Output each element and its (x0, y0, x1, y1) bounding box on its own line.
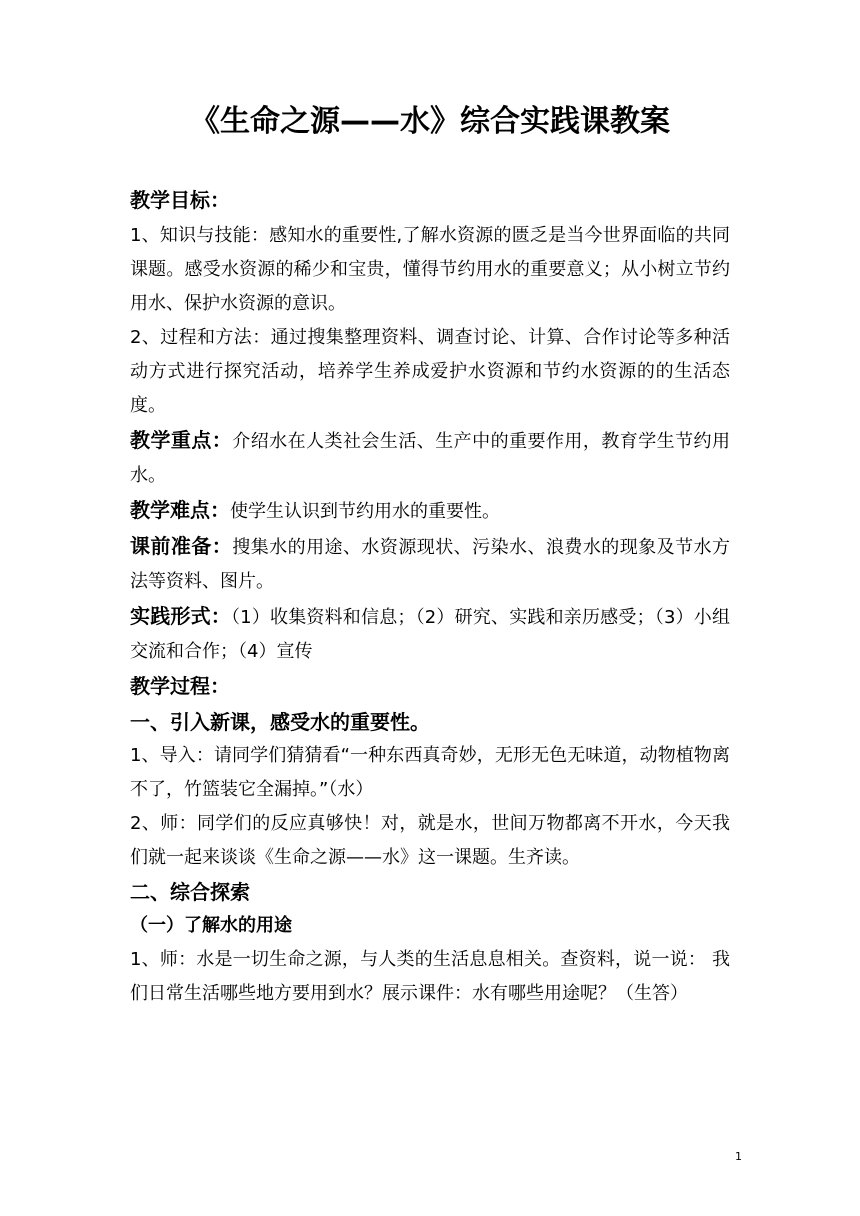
process-heading: 教学过程： (130, 674, 230, 698)
key-point-label: 教学重点： (130, 428, 233, 452)
practice-form (130, 599, 730, 669)
section-2-paragraph-1: 1、师：水是一切生命之源，与人类的生活息息相关。查资料，说一说： 我们日常生活哪些地方要用到水？展示课件：水有哪些用途呢？（生答） (130, 949, 730, 1004)
key-point (130, 423, 730, 493)
section-1-heading: 一、引入新课，感受水的重要性。 (130, 710, 430, 734)
document-title: 《生命之源——水》综合实践课教案 (190, 104, 670, 139)
section-2-heading: 二、综合探索 (130, 880, 250, 904)
subsection-1-heading: （一）了解水的用途 (130, 915, 292, 936)
practice-form-text: （1）收集资料和信息；（2）研究、实践和亲历感受；（3）小组交流和合作；（4）宣传 (130, 607, 731, 662)
page-number: 1 (735, 1150, 742, 1163)
objectives-heading: 教学目标： (130, 188, 230, 212)
section-1-paragraph-1: 1、导入：请同学们猜猜看“一种东西真奇妙，无形无色无味道，动物植物离不了，竹篮装它全漏掉。”（水） (130, 745, 730, 800)
document-body (130, 183, 730, 1011)
preparation (130, 529, 730, 599)
key-point-text: 介绍水在人类社会生活、生产中的重要作用，教育学生节约用水。 (130, 431, 731, 486)
preparation-label: 课前准备： (130, 534, 233, 558)
objective-1: 1、知识与技能：感知水的重要性,了解水资源的匮乏是当今世界面临的共同课题。感受水资源的稀少和宝贵，懂得节约用水的重要意义；从小树立节约用水、保护水资源的意识。 (130, 225, 730, 314)
section-1-paragraph-2: 2、师：同学们的反应真够快！对，就是水，世间万物都离不开水，今天我们就一起来谈谈《生命之源——水》这一课题。生齐读。 (130, 813, 730, 868)
difficulty (130, 493, 730, 529)
difficulty-text: 使学生认识到节约用水的重要性。 (230, 501, 500, 522)
practice-form-label: 实践形式： (130, 604, 231, 628)
preparation-text: 搜集水的用途、水资源现状、污染水、浪费水的现象及节水方法等资料、图片。 (130, 537, 731, 592)
objective-2: 2、过程和方法：通过搜集整理资料、调查讨论、计算、合作讨论等多种活动方式进行探究活动，培养学生养成爱护水资源和节约水资源的的生活态度。 (130, 327, 730, 416)
difficulty-label: 教学难点： (130, 498, 230, 522)
